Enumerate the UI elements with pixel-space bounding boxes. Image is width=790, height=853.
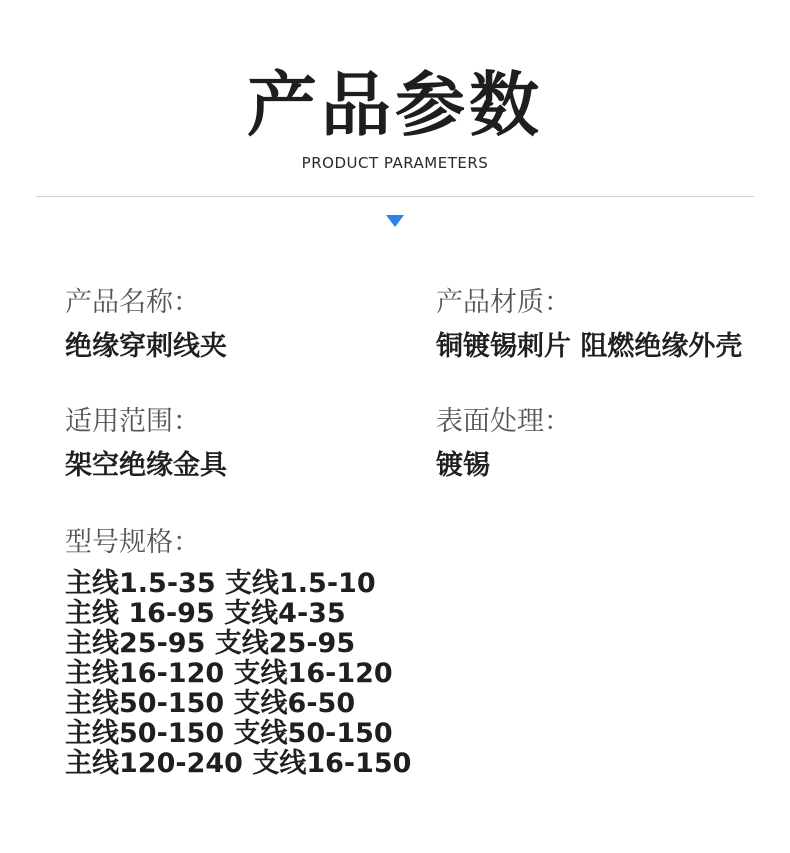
param-value: 镀锡 (436, 450, 490, 481)
param-product-name (65, 285, 227, 365)
page-title: 产品参数 (247, 64, 543, 146)
spec-item: 主线16-120 支线16-120 (65, 658, 393, 689)
spec-item: 主线25-95 支线25-95 (65, 628, 356, 659)
spec-item: 主线1.5-35 支线1.5-10 (65, 568, 376, 599)
param-value: 架空绝缘金具 (65, 450, 227, 481)
spec-item: 主线50-150 支线50-150 (65, 718, 393, 749)
spec-list (65, 569, 411, 779)
param-application-scope (65, 404, 227, 484)
param-value: 铜镀锡刺片 阻燃绝缘外壳 (436, 331, 743, 362)
page-subtitle: PRODUCT PARAMETERS (301, 154, 489, 172)
param-product-material (436, 285, 742, 365)
param-model-spec (65, 525, 411, 779)
param-label: 适用范围： (65, 406, 200, 437)
param-label: 表面处理： (436, 406, 571, 437)
spec-item: 主线 16-95 支线4-35 (65, 598, 346, 629)
param-label: 产品材质： (436, 287, 571, 318)
spec-item: 主线50-150 支线6-50 (65, 688, 356, 719)
param-label: 型号规格： (65, 527, 200, 558)
param-label: 产品名称： (65, 287, 200, 318)
spec-item: 主线120-240 支线16-150 (65, 748, 412, 779)
header-divider (36, 196, 754, 197)
param-surface-treatment (436, 404, 571, 484)
param-value: 绝缘穿刺线夹 (65, 331, 227, 362)
triangle-down-icon (386, 215, 404, 227)
